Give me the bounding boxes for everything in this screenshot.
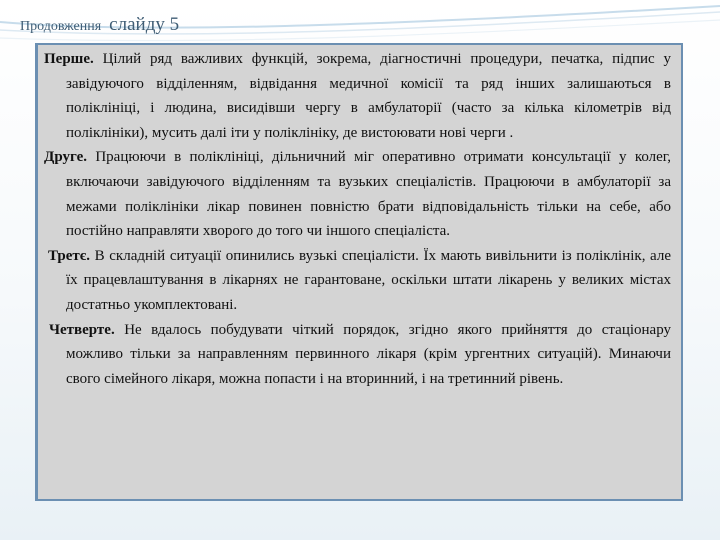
paragraph-fourth-text: Не вдалось побудувати чіткий порядок, згідно якого прийняття до стаціонару можливо тільки за направленням первинного лікаря (крім ургентних ситуацій). Минаючи свого сімейного лікаря, можна попасти і на вторинний, і на третинний рівень. [66,321,671,387]
paragraph-first-lead: Перше. [44,51,94,67]
paragraph-third-text: В складній ситуації опинились вузькі спеціалісти. Їх мають вивільнити із поліклінік, але їх працевлаштування в лікарнях не гарантоване, оскільки штати лікарень у великих містах достатньо укомплектовані. [66,247,671,313]
paragraph-first [44,47,671,145]
slide-title [20,1,179,38]
paragraph-third [44,244,671,318]
content-text-box [35,43,683,501]
slide-title-part1: Продовження [20,19,102,34]
paragraph-fourth [44,318,671,392]
paragraph-first-text: Цілий ряд важливих функцій, зокрема, діагностичні процедури, печатка, підпис у завідуючого відділенням, відвідання медичної комісії та ряд інших залишаються в поліклініці, і людина, висидівши чергу в амбулаторії (часто за кілька кілометрів від поліклініки), мусить далі іти у поліклініку, де вистоювати нові черги . [66,51,672,141]
slide-title-part2: слайду 5 [109,14,180,35]
paragraph-second-lead: Друге. [44,149,87,166]
paragraph-third-lead: Третє. [48,247,91,264]
paragraph-second-text: Працюючи в поліклініці, дільничний міг оперативно отримати консультації у колег, включаючи завідуючого відділенням та вузьких спеціалістів. Працюючи в амбулаторії за межами поліклініки лікар повинен повністю брати відповідальність тільки на себе, або постійно направляти хворого до того чи іншого спеціаліста. [66,149,672,240]
paragraph-second [44,145,671,243]
paragraph-fourth-lead: Четверте. [49,321,115,338]
